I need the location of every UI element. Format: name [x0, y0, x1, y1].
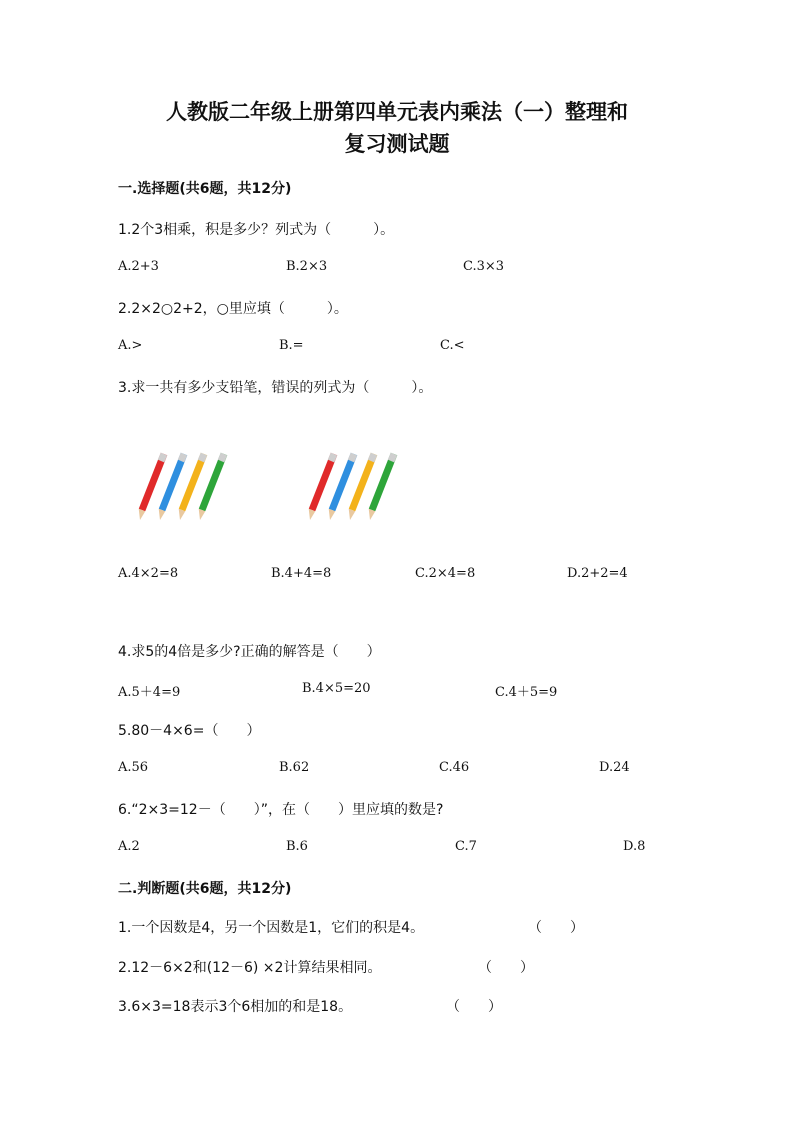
question-5-option-c: C.46 [439, 760, 470, 775]
question-4-option-c: C.4＋5=9 [495, 685, 558, 700]
question-2-option-a: A.> [118, 338, 143, 353]
question-6-option-b: B.6 [286, 839, 308, 854]
question-5-stem: 5.80－4×6=（ ） [118, 723, 261, 739]
question-3-option-d: D.2+2=4 [567, 566, 628, 581]
question-4-option-b: B.4×5=20 [302, 681, 371, 696]
section-heading-choice: 一.选择题(共6题，共12分) [118, 181, 292, 197]
judgement-3-answer-parens: （ ） [446, 999, 502, 1015]
question-1-stem: 1.2个3相乘，积是多少？列式为（ ）。 [118, 222, 395, 238]
question-5-option-a: A.56 [118, 760, 149, 775]
question-1-option-c: C.3×3 [463, 259, 505, 274]
question-3-option-c: C.2×4=8 [415, 566, 476, 581]
pencil-group-right [302, 448, 412, 524]
judgement-2-answer-parens: （ ） [478, 960, 534, 976]
question-3-option-b: B.4+4=8 [271, 566, 332, 581]
question-6-option-d: D.8 [623, 839, 646, 854]
question-1-option-a: A.2+3 [118, 259, 159, 274]
question-3-option-a: A.4×2=8 [118, 566, 179, 581]
pencil-group-left [132, 448, 242, 524]
question-5-option-d: D.24 [599, 760, 630, 775]
page-title-line1: 人教版二年级上册第四单元表内乘法（一）整理和 [166, 99, 628, 124]
question-6-stem: 6.“2×3=12－（ ）”，在（ ）里应填的数是? [118, 802, 444, 818]
question-3-stem: 3.求一共有多少支铅笔，错误的列式为（ ）。 [118, 380, 433, 396]
question-6-option-a: A.2 [118, 839, 140, 854]
judgement-1-answer-parens: （ ） [528, 920, 584, 936]
question-2-option-b: B.= [279, 338, 304, 353]
section-heading-judgement: 二.判断题(共6题，共12分) [118, 881, 292, 897]
question-4-option-a: A.5＋4=9 [118, 685, 181, 700]
question-4-stem: 4.求5的4倍是多少?正确的解答是（ ） [118, 644, 381, 660]
judgement-1-stem: 1.一个因数是4，另一个因数是1，它们的积是4。 [118, 920, 425, 936]
judgement-2-stem: 2.12－6×2和(12－6) ×2计算结果相同。 [118, 960, 382, 976]
page-title-line2: 复习测试题 [344, 131, 450, 156]
judgement-3-stem: 3.6×3=18表示3个6相加的和是18。 [118, 999, 353, 1015]
question-5-option-b: B.62 [279, 760, 310, 775]
question-6-option-c: C.7 [455, 839, 477, 854]
question-2-option-c: C.< [440, 338, 465, 353]
question-1-option-b: B.2×3 [286, 259, 328, 274]
question-2-stem: 2.2×2○2+2，○里应填（ ）。 [118, 301, 348, 317]
